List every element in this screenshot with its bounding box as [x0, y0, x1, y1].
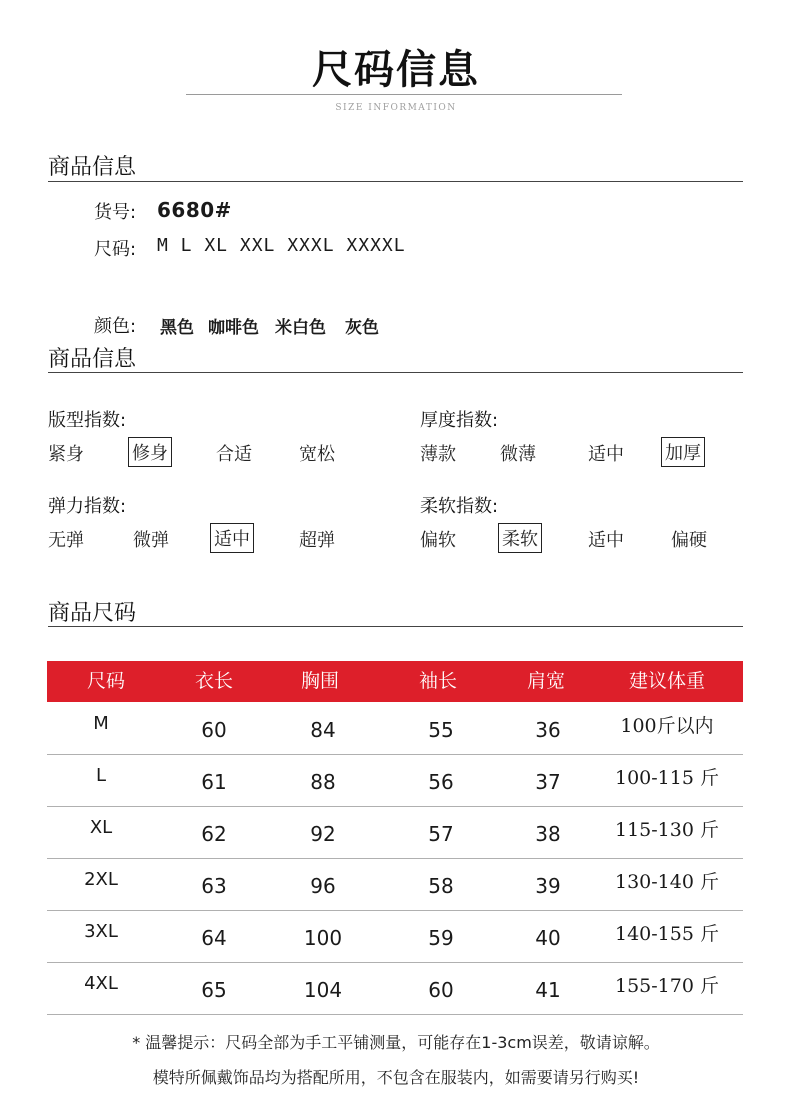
fit-option-tight: 紧身 — [48, 444, 84, 465]
elasticity-option-super: 超弹 — [299, 530, 335, 551]
color-coffee: 咖啡色 — [208, 318, 259, 338]
col-header-shoulder: 肩宽 — [526, 670, 565, 692]
col-header-chest: 胸围 — [300, 670, 339, 692]
cell-weight: 100斤以内 — [620, 715, 714, 737]
cell-length: 60 — [201, 718, 227, 742]
table-row — [47, 702, 743, 755]
elasticity-option-none: 无弹 — [48, 530, 84, 551]
col-header-sleeve: 袖长 — [418, 670, 457, 692]
cell-size: 3XL — [84, 921, 118, 942]
table-row — [47, 910, 743, 963]
color-grey: 灰色 — [345, 318, 379, 338]
cell-size: 2XL — [84, 869, 118, 890]
cell-sleeve: 57 — [428, 822, 454, 846]
table-row — [47, 962, 743, 1015]
product-info-divider — [48, 181, 743, 182]
page-subtitle: SIZE INFORMATION — [335, 103, 457, 113]
sizes-label: 尺码: — [94, 239, 137, 260]
softness-option-soft-ish: 偏软 — [420, 530, 456, 551]
fit-option-regular: 合适 — [216, 444, 252, 465]
cell-chest: 88 — [310, 770, 336, 794]
table-row — [47, 858, 743, 911]
size-table-header — [47, 661, 743, 702]
sizes-value: M L XL XXL XXXL XXXXL — [157, 235, 406, 256]
elasticity-option-slight: 微弹 — [133, 530, 169, 551]
cell-size: M — [93, 713, 109, 734]
cell-shoulder: 36 — [535, 718, 561, 742]
cell-weight: 140-155 斤 — [615, 923, 719, 945]
table-row — [47, 806, 743, 859]
cell-shoulder: 37 — [535, 770, 561, 794]
fit-index-label: 版型指数: — [48, 410, 127, 431]
note-accessories: 模特所佩戴饰品均为搭配所用，不包含在服装内，如需要请另行购买! — [152, 1068, 640, 1087]
color-off-white: 米白色 — [275, 318, 326, 338]
softness-option-medium: 适中 — [588, 530, 624, 551]
cell-shoulder: 40 — [535, 926, 561, 950]
cell-length: 65 — [201, 978, 227, 1002]
cell-sleeve: 55 — [428, 718, 454, 742]
cell-length: 61 — [201, 770, 227, 794]
cell-chest: 100 — [303, 926, 343, 950]
table-row — [47, 754, 743, 807]
item-no-label: 货号: — [94, 202, 137, 223]
cell-chest: 96 — [310, 874, 336, 898]
cell-size: L — [95, 765, 107, 786]
cell-chest: 84 — [310, 718, 336, 742]
size-table-divider — [48, 626, 743, 627]
cell-sleeve: 58 — [428, 874, 454, 898]
thickness-option-slightly-thin: 微薄 — [500, 444, 536, 465]
cell-weight: 155-170 斤 — [615, 975, 719, 997]
softness-option-firm: 偏硬 — [671, 530, 707, 551]
softness-option-soft-selected: 柔软 — [498, 523, 542, 553]
fit-option-slim-selected: 修身 — [128, 437, 172, 467]
indices-divider — [48, 372, 743, 373]
softness-index-label: 柔软指数: — [420, 496, 499, 517]
page-title: 尺码信息 — [312, 47, 480, 93]
col-header-length: 衣长 — [194, 670, 233, 692]
cell-weight: 115-130 斤 — [615, 819, 719, 841]
elasticity-index-label: 弹力指数: — [48, 496, 127, 517]
cell-size: 4XL — [84, 973, 118, 994]
cell-length: 62 — [201, 822, 227, 846]
size-table-heading: 商品尺码 — [48, 601, 137, 626]
thickness-option-thick-selected: 加厚 — [661, 437, 705, 467]
cell-weight: 100-115 斤 — [615, 767, 719, 789]
thickness-option-medium: 适中 — [588, 444, 624, 465]
cell-sleeve: 56 — [428, 770, 454, 794]
cell-chest: 104 — [303, 978, 343, 1002]
cell-chest: 92 — [310, 822, 336, 846]
indices-heading: 商品信息 — [48, 347, 137, 372]
cell-shoulder: 41 — [535, 978, 561, 1002]
title-divider — [186, 94, 622, 95]
cell-sleeve: 60 — [428, 978, 454, 1002]
thickness-option-thin: 薄款 — [420, 444, 456, 465]
note-measurement: * 温馨提示：尺码全部为手工平铺测量，可能存在1-3cm误差，敬请谅解。 — [132, 1033, 660, 1052]
elasticity-option-medium-selected: 适中 — [210, 523, 254, 553]
cell-length: 64 — [201, 926, 227, 950]
col-header-weight: 建议体重 — [628, 670, 705, 692]
thickness-index-label: 厚度指数: — [420, 410, 499, 431]
item-no-value: 6680# — [157, 198, 232, 222]
color-black: 黑色 — [160, 318, 194, 338]
fit-option-loose: 宽松 — [299, 444, 335, 465]
cell-shoulder: 38 — [535, 822, 561, 846]
col-header-size: 尺码 — [86, 670, 125, 692]
cell-shoulder: 39 — [535, 874, 561, 898]
cell-size: XL — [89, 817, 113, 838]
product-info-heading: 商品信息 — [48, 155, 137, 180]
cell-sleeve: 59 — [428, 926, 454, 950]
cell-weight: 130-140 斤 — [615, 871, 719, 893]
cell-length: 63 — [201, 874, 227, 898]
colors-label: 颜色: — [94, 316, 137, 337]
